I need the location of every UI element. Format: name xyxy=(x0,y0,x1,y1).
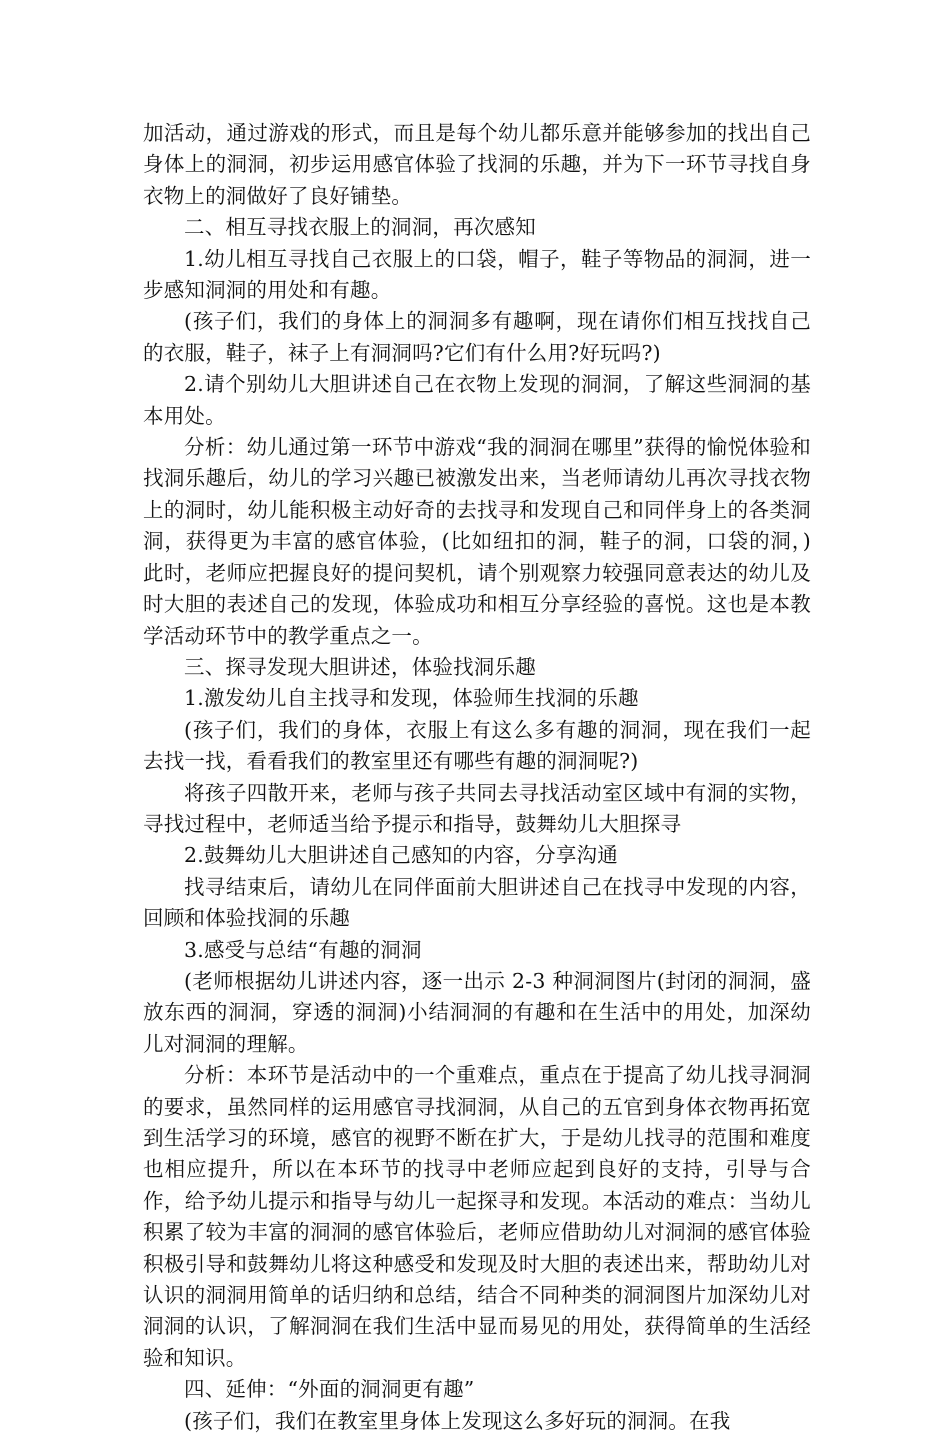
paragraph: (孩子们，我们的身体，衣服上有这么多有趣的洞洞，现在我们一起去找一找，看看我们的教室里还有哪些有趣的洞洞呢?) xyxy=(143,717,811,774)
section-heading-2: 二、相互寻找衣服上的洞洞，再次感知 xyxy=(184,215,536,240)
paragraph: 将孩子四散开来，老师与孩子共同去寻找活动室区域中有洞的实物，寻找过程中，老师适当给予提示和指导，鼓舞幼儿大胆探寻 xyxy=(143,780,811,836)
paragraph-continuation: 加活动，通过游戏的形式，而且是每个幼儿都乐意并能够参加的找出自己身体上的洞洞，初步运用感官体验了找洞的乐趣，并为下一环节寻找自身衣物上的洞做好了良好铺垫。 xyxy=(143,121,811,208)
analysis-paragraph: 分析：幼儿通过第一环节中游戏“我的洞洞在哪里”获得的愉悦体验和找洞乐趣后，幼儿的学习兴趣已被激发出来，当老师请幼儿再次寻找衣物上的洞时，幼儿能积极主动好奇的去找寻和发现自己和同伴身上的各类洞洞，获得更为丰富的感官体验，(比如纽扣的洞，鞋子的洞，口袋的洞，)此时，老师应把握良好的提问契机，请个别观察力较强同意表达的幼儿及时大胆的表述自己的发现，体验成功和相互分享经验的喜悦。这也是本教学活动环节中的教学重点之一。 xyxy=(143,435,811,648)
paragraph: 找寻结束后，请幼儿在同伴面前大胆讲述自己在找寻中发现的内容，回顾和体验找洞的乐趣 xyxy=(143,874,811,931)
paragraph: 1.幼儿相互寻找自己衣服上的口袋，帽子，鞋子等物品的洞洞，进一步感知洞洞的用处和有趣。 xyxy=(143,246,811,303)
paragraph: 1.激发幼儿自主找寻和发现，体验师生找洞的乐趣 xyxy=(184,686,639,711)
analysis-paragraph: 分析：本环节是活动中的一个重难点，重点在于提高了幼儿找寻洞洞的要求，虽然同样的运用感官寻找洞洞，从自己的五官到身体衣物再拓宽到生活学习的环境，感官的视野不断在扩大，于是幼儿找寻的范围和难度也相应提升，所以在本环节的找寻中老师应起到良好的支持，引导与合作，给予幼儿提示和指导与幼儿一起探寻和发现。本活动的难点：当幼儿积累了较为丰富的洞洞的感官体验后，老师应借助幼儿对洞洞的感官体验积极引导和鼓舞幼儿将这种感受和发现及时大胆的表述出来，帮助幼儿对认识的洞洞用简单的话归纳和总结，结合不同种类的洞洞图片加深幼儿对洞洞的认识，了解洞洞在我们生活中显而易见的用处，获得简单的生活经验和知识。 xyxy=(143,1063,811,1370)
document-body xyxy=(143,118,811,1437)
paragraph: (孩子们，我们在教室里身体上发现这么多好玩的洞洞。在我 xyxy=(184,1408,731,1433)
paragraph: (孩子们，我们的身体上的洞洞多有趣啊，现在请你们相互找找自己的衣服，鞋子，袜子上有洞洞吗?它们有什么用?好玩吗?) xyxy=(143,309,811,365)
section-heading-3: 三、探寻发现大胆讲述，体验找洞乐趣 xyxy=(184,654,536,679)
paragraph: (老师根据幼儿讲述内容，逐一出示 2-3 种洞洞图片(封闭的洞洞，盛放东西的洞洞，穿透的洞洞)小结洞洞的有趣和在生活中的用处，加深幼儿对洞洞的理解。 xyxy=(143,968,811,1056)
section-heading-4: 四、延伸：“外面的洞洞更有趣” xyxy=(184,1377,475,1402)
paragraph: 3.感受与总结“有趣的洞洞 xyxy=(184,937,422,962)
paragraph: 2.鼓舞幼儿大胆讲述自己感知的内容，分享沟通 xyxy=(184,843,618,868)
paragraph: 2.请个别幼儿大胆讲述自己在衣物上发现的洞洞，了解这些洞洞的基本用处。 xyxy=(143,372,811,428)
